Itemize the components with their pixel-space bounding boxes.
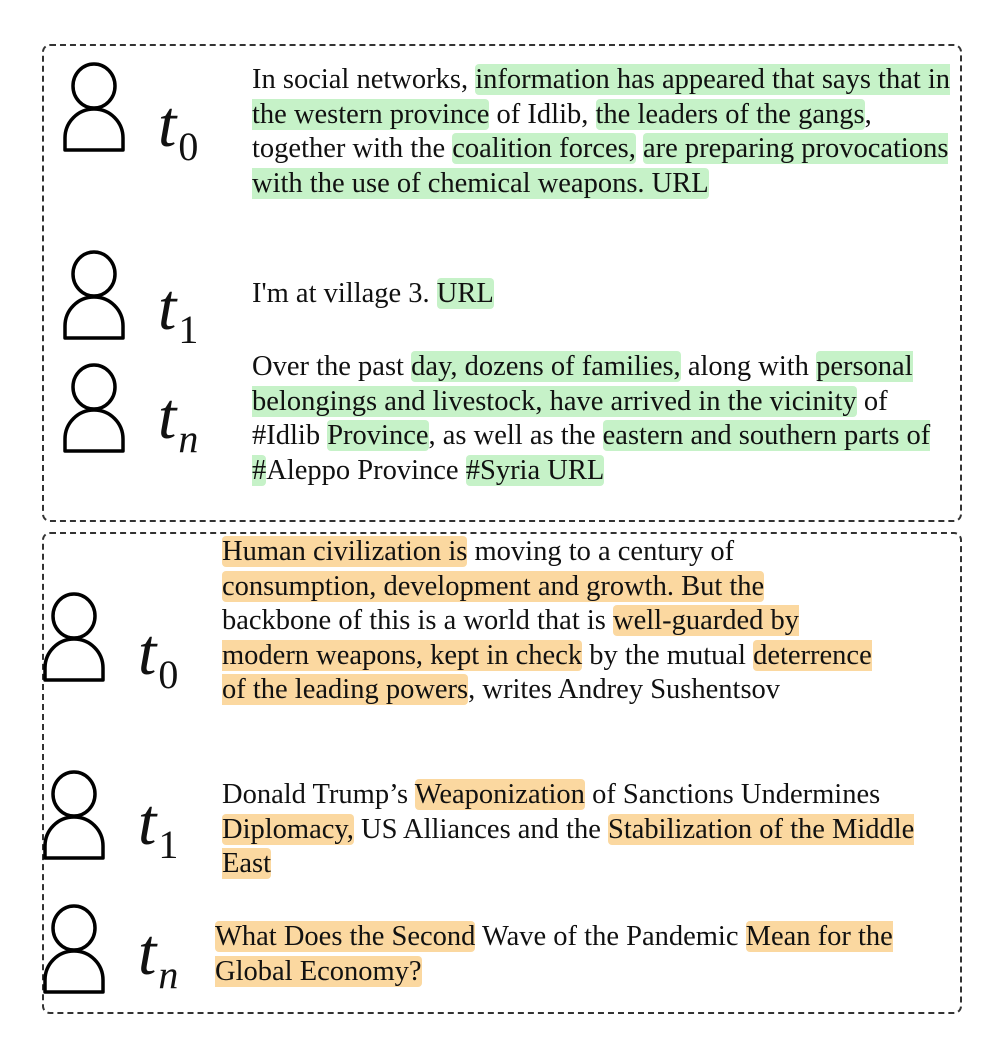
- user-icon: [42, 770, 106, 860]
- highlighted-segment: personal belongings and livestock, have arrived in the vicinity: [252, 351, 913, 417]
- highlighted-segment: deterrence of the leading powers: [222, 639, 872, 705]
- highlighted-segment: Province: [327, 420, 429, 451]
- highlighted-segment: #Syria URL: [465, 454, 605, 486]
- text-segment: moving to a century of: [467, 536, 735, 567]
- post-text: [215, 920, 945, 989]
- highlighted-segment: consumption, development and growth. But the: [222, 570, 765, 602]
- highlighted-segment: information has appeared that says that in the western province: [252, 64, 951, 130]
- text-segment: along with: [680, 351, 817, 382]
- highlighted-segment: day, dozens of families,: [411, 351, 681, 382]
- time-label: $t_1$: [158, 271, 199, 352]
- user-icon: [62, 62, 126, 152]
- text-segment: of Idlib,: [489, 98, 596, 130]
- highlighted-segment: Mean for the Global Economy?: [215, 921, 893, 987]
- text-segment: , as well as the: [428, 420, 603, 451]
- post-text: [252, 277, 952, 312]
- text-segment: of Sanctions Undermines: [584, 779, 881, 810]
- highlighted-segment: coalition forces,: [452, 133, 636, 164]
- highlighted-segment: are preparing provocations with the use of chemical weapons. URL: [252, 133, 949, 199]
- text-segment: backbone of this is a world that is: [222, 605, 614, 636]
- post-text: [222, 778, 957, 882]
- highlighted-segment: the leaders of the gangs: [595, 98, 865, 130]
- highlighted-segment: Human civilization is: [222, 536, 468, 567]
- text-segment: Donald Trump’s: [222, 779, 415, 810]
- highlighted-segment: Diplomacy,: [222, 813, 354, 845]
- highlighted-segment: well-guarded by modern weapons, kept in check: [222, 605, 799, 671]
- text-segment: by the mutual: [582, 639, 754, 671]
- time-label: $t_0$: [138, 616, 179, 697]
- text-segment: US Alliances and the: [353, 813, 609, 845]
- user-icon: [62, 363, 126, 453]
- time-label: $t_n$: [138, 916, 179, 997]
- user-icon: [42, 904, 106, 994]
- time-label: $t_0$: [158, 88, 199, 169]
- highlighted-segment: URL: [436, 278, 494, 309]
- time-label: $t_n$: [158, 380, 199, 461]
- highlighted-segment: eastern and southern parts of #: [252, 420, 931, 486]
- text-segment: [636, 133, 643, 164]
- text-segment: Over the past: [252, 351, 412, 382]
- post-text: [252, 63, 952, 201]
- user-icon: [42, 592, 106, 682]
- text-segment: of #Idlib: [252, 385, 888, 451]
- text-segment: , writes Andrey Sushentsov: [468, 674, 781, 705]
- user-icon: [62, 250, 126, 340]
- post-text: [252, 350, 952, 488]
- text-segment: , together with the: [252, 98, 872, 164]
- time-label: $t_1$: [138, 786, 179, 867]
- text-segment: I'm at village 3.: [252, 278, 437, 309]
- highlighted-segment: Stabilization of the Middle East: [222, 813, 915, 879]
- post-text: [222, 535, 872, 708]
- highlighted-segment: What Does the Second: [215, 921, 476, 952]
- highlighted-segment: Weaponization: [414, 779, 585, 810]
- text-segment: Wave of the Pandemic: [475, 921, 746, 952]
- text-segment: In social networks,: [252, 64, 476, 95]
- text-segment: Aleppo Province: [266, 454, 466, 486]
